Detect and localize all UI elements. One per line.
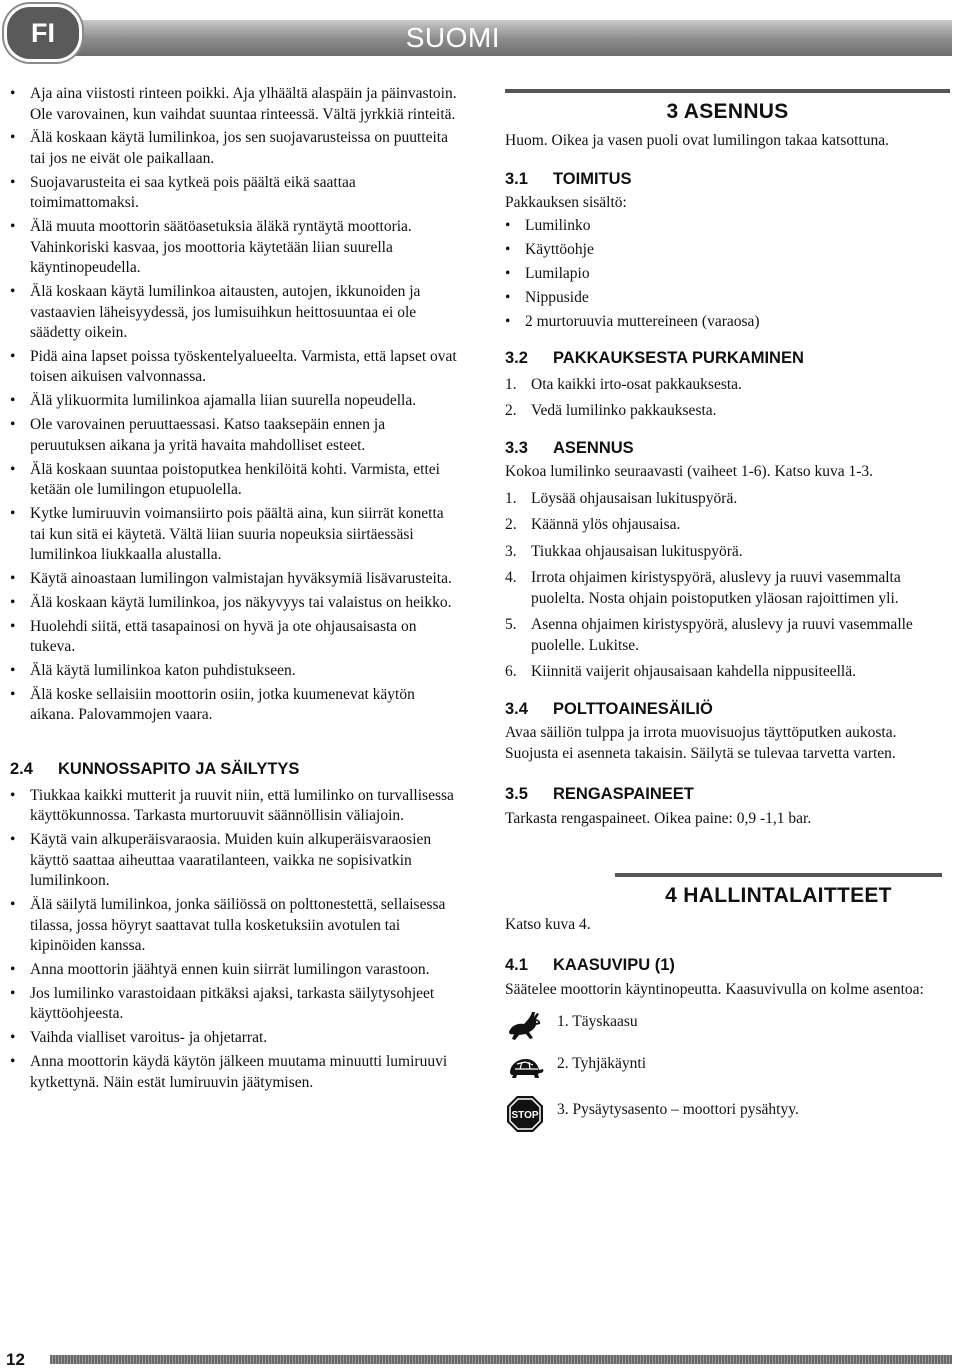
page-header xyxy=(0,0,960,62)
throttle-text: Säätelee moottorin käyntinopeutta. Kaasuvivulla on kolme asentoa: xyxy=(505,980,924,998)
step-text: Tiukkaa ohjausaisan lukituspyörä. xyxy=(531,542,743,560)
step-text: Vedä lumilinko pakkauksesta. xyxy=(531,402,717,420)
step-item xyxy=(505,489,950,510)
rabbit-icon xyxy=(505,1008,545,1044)
step-number: 4. xyxy=(505,569,517,587)
step-text: Kiinnitä vaijerit ohjausaisaan kahdella nippusiteellä. xyxy=(531,663,856,681)
throttle-position-label: 3. Pysäytysasento – moottori pysähtyy. xyxy=(557,1101,799,1119)
section-number: 2.4 xyxy=(10,760,33,779)
section-number: 3.4 xyxy=(505,699,528,718)
step-item xyxy=(505,375,950,396)
section-3-2-heading xyxy=(505,348,950,369)
list-item: • Ole varovainen peruuttaessasi. Katso taaksepäin ennen ja peruutuksen aikana ja yritä havaita mahdolliset esteet. xyxy=(10,415,460,456)
page-number: 12 xyxy=(6,1350,25,1369)
list-item: • Älä käytä lumilinkoa katon puhdistukseen. xyxy=(10,661,460,682)
section-3-1-heading xyxy=(505,169,950,190)
section-3-3-heading xyxy=(505,438,950,459)
step-text: Irrota ohjaimen kiristyspyörä, aluslevy ja ruuvi vasemmalta puolelta. Nosta ohjain poistoputken yläosan rajoittimen yli. xyxy=(531,569,901,607)
step-number: 1. xyxy=(505,489,517,507)
list-item: • Lumilapio xyxy=(505,264,950,285)
list-item: • Suojavarusteita ei saa kytkeä pois päältä eikä saattaa toimimattomaksi. xyxy=(10,173,460,214)
step-item xyxy=(505,401,950,422)
step-number: 1. xyxy=(505,375,517,393)
language-code-badge: FI xyxy=(4,4,82,62)
section-title: TOIMITUS xyxy=(553,170,632,188)
step-text: Löysää ohjausaisan lukituspyörä. xyxy=(531,489,738,507)
chapter-3-heading: 3 ASENNUS xyxy=(505,89,950,123)
list-item: • Pidä aina lapset poissa työskentelyalueelta. Varmista, että lapset ovat toisen aikuisen valvonnassa. xyxy=(10,347,460,388)
list-item: • Anna moottorin käydä käytön jälkeen muutama minuutti lumiruuvi kytkettynä. Näin estät lumiruuvin jäätymisen. xyxy=(10,1052,460,1093)
maintenance-list xyxy=(10,786,460,1093)
step-item xyxy=(505,615,950,656)
list-item: • Älä koskaan käytä lumilinkoa, jos sen suojavarusteissa on puutteita tai jos ne eivät ole paikallaan. xyxy=(10,128,460,169)
list-item: • 2 murtoruuvia muttereineen (varaosa) xyxy=(505,312,950,333)
section-number: 3.2 xyxy=(505,349,528,368)
contents-intro: Pakkauksen sisältö: xyxy=(505,193,627,211)
step-text: Ota kaikki irto-osat pakkauksesta. xyxy=(531,375,742,393)
section-number: 3.1 xyxy=(505,170,528,188)
step-text: Käännä ylös ohjausaisa. xyxy=(531,516,681,534)
section-number: 3.3 xyxy=(505,438,528,457)
list-item: • Älä muuta moottorin säätöasetuksia äläkä ryntäytä moottoria. Vahinkoriski kasvaa, jos moottoria käytetään liian suurella käyntinopeudella. xyxy=(10,217,460,279)
assembly-steps xyxy=(505,489,950,683)
section-4-1-heading xyxy=(505,955,950,976)
section-title: PAKKAUKSESTA PURKAMINEN xyxy=(553,349,804,368)
step-item xyxy=(505,515,950,536)
stop-sign-text: STOP xyxy=(511,1110,539,1122)
list-item: • Älä ylikuormita lumilinkoa ajamalla liian suurella nopeudella. xyxy=(10,391,460,412)
fuel-tank-text: Avaa säiliön tulppa ja irrota muovisuojus täyttöputken aukosta. Suojusta ei asenneta takaisin. Säilytä se tulevaa tarvetta varten. xyxy=(505,724,897,762)
throttle-position-label: 1. Täyskaasu xyxy=(557,1013,638,1031)
safety-list xyxy=(10,84,460,726)
list-item: • Huolehdi siitä, että tasapainosi on hyvä ja ote ohjausaisasta on tukeva. xyxy=(10,617,460,658)
list-item: • Käyttöohje xyxy=(505,240,950,261)
list-item: • Jos lumilinko varastoidaan pitkäksi ajaksi, tarkasta säilytysohjeet käyttöohjeesta. xyxy=(10,984,460,1025)
list-item: • Lumilinko xyxy=(505,216,950,237)
list-item: • Käytä vain alkuperäisvaraosia. Muiden kuin alkuperäisvaraosien käyttö saattaa aiheuttaa vaaratilanteen, vaikka ne sopisivatkin lumilinkoon. xyxy=(10,830,460,892)
section-title: KAASUVIPU (1) xyxy=(553,956,675,975)
step-number: 6. xyxy=(505,663,517,681)
list-item: • Vaihda vialliset varoitus- ja ohjetarrat. xyxy=(10,1028,460,1049)
section-2-4-heading xyxy=(10,759,460,780)
assembly-intro: Kokoa lumilinko seuraavasti (vaiheet 1-6). Katso kuva 1-3. xyxy=(505,463,874,481)
orientation-note: Huom. Oikea ja vasen puoli ovat lumilingon takaa katsottuna. xyxy=(505,131,889,149)
list-item: • Käytä ainoastaan lumilingon valmistajan hyväksymiä lisävarusteita. xyxy=(10,569,460,590)
section-number: 3.5 xyxy=(505,785,528,804)
list-item: • Älä koskaan käytä lumilinkoa aitausten, autojen, ikkunoiden ja vastaavien läheisyydessä, jos lumisuihkun heittosuuntaa ei ole säädetty oikein. xyxy=(10,282,460,344)
throttle-position-idle xyxy=(505,1050,950,1090)
list-item: • Älä koske sellaisiin moottorin osiin, jotka kuumenevat käytön aikana. Palovammojen vaara. xyxy=(10,685,460,726)
step-text: Asenna ohjaimen kiristyspyörä, aluslevy ja ruuvi vasemmalle puolelle. Lukitse. xyxy=(531,616,913,654)
footer-bar xyxy=(50,1355,952,1364)
throttle-position-stop xyxy=(505,1094,950,1134)
section-title: ASENNUS xyxy=(553,438,634,457)
step-item xyxy=(505,542,950,563)
section-title: RENGASPAINEET xyxy=(553,785,694,804)
page-footer xyxy=(0,1340,960,1368)
list-item: • Älä koskaan suuntaa poistoputkea henkilöitä kohti. Varmista, ettei ketään ole lumilingon etupuolella. xyxy=(10,460,460,501)
stop-sign-icon xyxy=(505,1094,545,1130)
package-contents-list xyxy=(505,216,950,332)
turtle-icon xyxy=(505,1050,545,1086)
step-number: 2. xyxy=(505,516,517,534)
left-column xyxy=(10,84,460,1097)
section-3-5-heading xyxy=(505,784,950,805)
throttle-position-full xyxy=(505,1008,950,1048)
step-number: 5. xyxy=(505,616,517,634)
chapter-4-heading: 4 HALLINTALAITTEET xyxy=(615,873,942,907)
list-item: • Nippuside xyxy=(505,288,950,309)
list-item: • Älä koskaan käytä lumilinkoa, jos näkyvyys tai valaistus on heikko. xyxy=(10,593,460,614)
section-title: KUNNOSSAPITO JA SÄILYTYS xyxy=(58,760,300,779)
list-item: • Älä säilytä lumilinkoa, jonka säiliössä on polttonestettä, sellaisessa tilassa, jossa höyryt saattavat tulla kosketuksiin avotulen tai kipinöiden kanssa. xyxy=(10,895,460,957)
section-3-4-heading xyxy=(505,699,950,720)
step-number: 3. xyxy=(505,542,517,560)
unpacking-steps xyxy=(505,375,950,422)
throttle-position-label: 2. Tyhjäkäynti xyxy=(557,1055,647,1073)
step-item xyxy=(505,568,950,609)
list-item: • Anna moottorin jäähtyä ennen kuin siirrät lumilingon varastoon. xyxy=(10,960,460,981)
list-item: • Kytke lumiruuvin voimansiirto pois päältä aina, kun siirrät konetta tai kun sitä ei käytetä. Vältä liian suuria nopeuksia siirtäessäsi lumilinkoa liukkaalla alustalla. xyxy=(10,504,460,566)
right-column xyxy=(505,89,950,1134)
step-number: 2. xyxy=(505,402,517,420)
step-item xyxy=(505,662,950,683)
language-title: SUOMI xyxy=(405,22,500,53)
tire-pressure-text: Tarkasta rengaspaineet. Oikea paine: 0,9 -1,1 bar. xyxy=(505,809,812,827)
section-title: POLTTOAINESÄILIÖ xyxy=(553,699,713,718)
section-number: 4.1 xyxy=(505,956,528,975)
figure-reference: Katso kuva 4. xyxy=(505,915,591,933)
list-item: • Tiukkaa kaikki mutterit ja ruuvit niin, että lumilinko on turvallisessa käyttökunnossa. Tarkasta murtoruuvit säännöllisin väliajoin. xyxy=(10,786,460,827)
throttle-positions xyxy=(505,1008,950,1134)
list-item: • Aja aina viistosti rinteen poikki. Aja ylhäältä alaspäin ja päinvastoin. Ole varovainen, kun vaihdat suuntaa rinteessä. Vältä jyrkkiä rinteitä. xyxy=(10,84,460,125)
